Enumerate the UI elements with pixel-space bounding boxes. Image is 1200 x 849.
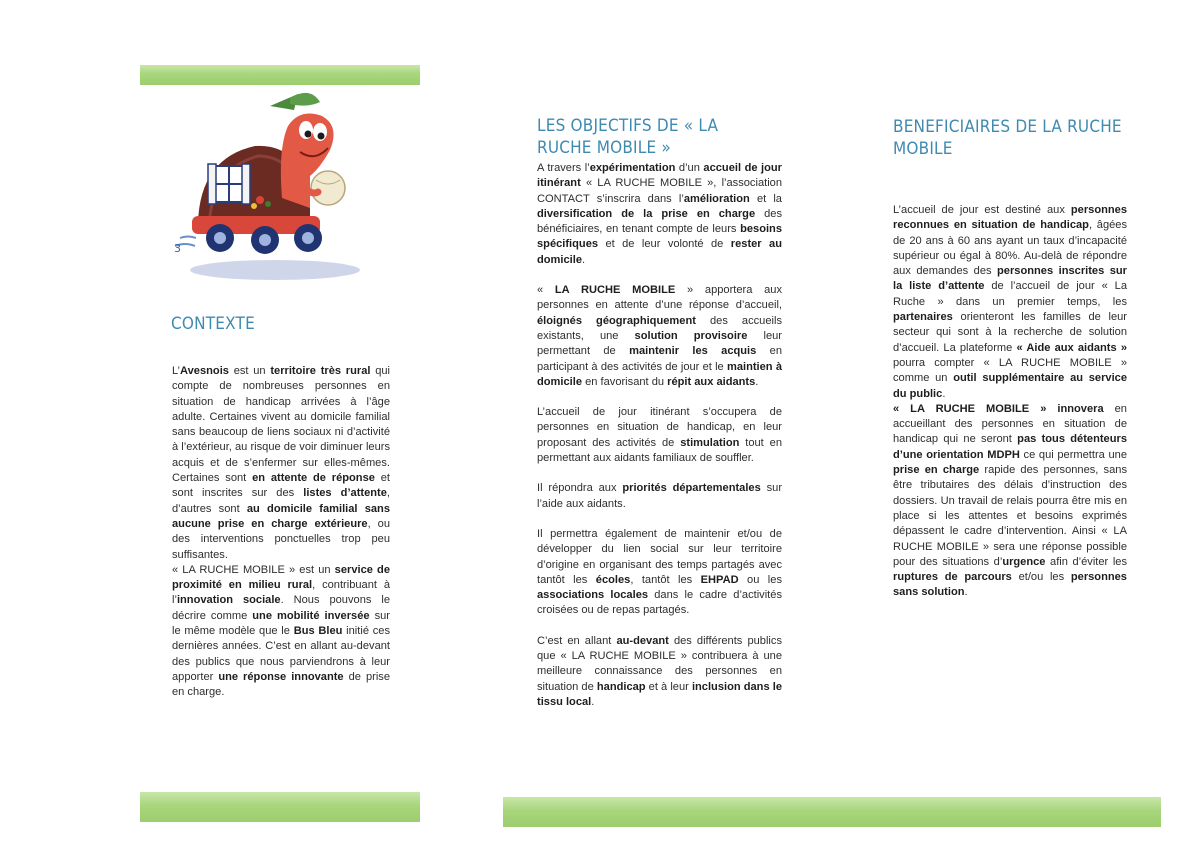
green-banner-bottom-right xyxy=(503,797,1161,827)
contexte-paragraph-1: L’Avesnois est un territoire très rural qui compte de nombreuses personnes en situation de handicap arrivées à l’âge adulte. Certaines vivent au domicile familial sans beaucoup de liens sociaux ni d’activité à l’extérieur, au risque de voir diminuer leurs acquis et de s’enfermer sur elles-mêmes. Certaines sont en attente de réponse et sont inscrites sur des listes d’attente, d’autres sont au domicile familial sans aucune prise en charge extérieure, ou des interventions ponctuelles trop peu suffisantes. xyxy=(172,365,391,561)
objectifs-paragraph-2: « LA RUCHE MOBILE » apportera aux personnes en attente d’une réponse d’accueil, éloignés géographiquement des accueils existants, une solution provisoire leur permettant de maintenir les acquis en participant à des activités de jour et le maintien à domicile en favorisant du répit aux aidants. xyxy=(537,284,783,388)
contexte-text xyxy=(172,364,390,701)
green-banner-bottom-left xyxy=(140,792,420,822)
turtle-bus-logo xyxy=(170,88,360,283)
objectifs-paragraph-5: Il permettra également de maintenir et/ou de développer du lien social sur leur territoire d’origine en organisant des temps partagés avec tantôt les écoles, tantôt les EHPAD ou les associations locales dans le cadre d’activités croisées ou de repas partagés. xyxy=(537,527,782,617)
objectifs-text xyxy=(537,161,782,710)
beneficiaires-text xyxy=(893,203,1127,601)
beneficiaires-paragraph-1: L’accueil de jour est destiné aux personnes reconnues en situation de handicap, âgées de 20 ans à 60 ans ayant un taux d’incapacité supérieur ou égal à 80%. Au-delà de répondre aux demandes des personnes inscrites sur la liste d’attente de l’accueil de jour « La Ruche » dans un premier temps, les partenaires orienteront les familles de leur secteur qui sont à la recherche de solution d’accueil. La plateforme « Aide aux aidants » pourra compter « LA RUCHE MOBILE » comme un outil supplémentaire au service du public. xyxy=(893,204,1127,400)
svg-text:3: 3 xyxy=(174,242,181,255)
section-heading-beneficiaires: BENEFICIAIRES DE LA RUCHE MOBILE xyxy=(893,117,1122,159)
green-banner-top-left xyxy=(140,65,420,85)
contexte-paragraph-2: « LA RUCHE MOBILE » est un service de proximité en milieu rural, contribuant à l’innovation sociale. Nous pouvons le décrire comme une mobilité inversée sur le même modèle que le Bus Bleu initié ces dernières années. C’est en allant au-devant des publics que nous parviendrons à leur apporter une réponse innovante de prise en charge. xyxy=(172,563,390,699)
objectifs-paragraph-1: A travers l’expérimentation d’un accueil de jour itinérant « LA RUCHE MOBILE », l’association CONTACT s’inscrira dans l’amélioration et la diversification de la prise en charge des bénéficiaires, en tenant compte de leurs besoins spécifiques et de leur volonté de rester au domicile. xyxy=(537,162,783,266)
objectifs-paragraph-3: L’accueil de jour itinérant s’occupera de personnes en situation de handicap, en leur proposant des activités de stimulation tout en permettant aux aidants familiaux de souffler. xyxy=(537,406,782,465)
section-heading-objectifs: LES OBJECTIFS DE « LA RUCHE MOBILE » xyxy=(537,116,719,158)
objectifs-paragraph-6: C’est en allant au-devant des différents publics que « LA RUCHE MOBILE » contribuera à une meilleure connaissance des personnes en situation de handicap et à leur inclusion dans le tissu local. xyxy=(537,634,782,708)
section-heading-contexte: CONTEXTE xyxy=(171,314,255,334)
beneficiaires-paragraph-2: « LA RUCHE MOBILE » innovera en accueillant des personnes en situation de handicap qui ne seront pas tous détenteurs d’une orientation MDPH ce qui permettra une prise en charge rapide des personnes, sans être tributaires des délais d’instruction des dossiers. Un travail de relais pourra être mis en place si les attentes et besoins exprimés dépassent le cadre d’intervention. Ainsi « LA RUCHE MOBILE » sera une réponse possible pour des situations d’urgence afin d’éviter les ruptures de parcours et/ou les personnes sans solution. xyxy=(893,402,1128,599)
objectifs-paragraph-4: Il répondra aux priorités départementales sur l’aide aux aidants. xyxy=(537,482,783,510)
